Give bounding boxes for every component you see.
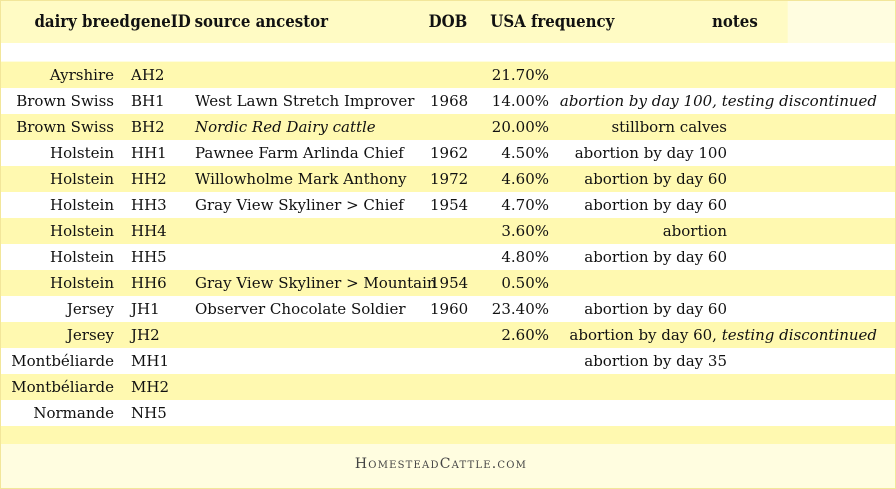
cell-breed: Normande	[33, 404, 114, 422]
cell-notes	[584, 352, 727, 370]
cell-gene: HH3	[131, 196, 167, 214]
cell-gene: MH1	[131, 352, 169, 370]
header-gene: geneID	[130, 12, 191, 32]
spacer-row	[1, 426, 895, 444]
notes-text: abortion by day 60	[584, 248, 727, 266]
cell-breed: Brown Swiss	[16, 92, 114, 110]
cell-ancestor: Gray View Skyliner > Mountain	[195, 274, 437, 292]
brand-watermark: HomesteadCattle.com	[354, 456, 528, 472]
cell-breed: Brown Swiss	[16, 118, 114, 136]
cell-gene: HH4	[131, 222, 167, 240]
cell-breed: Holstein	[50, 274, 114, 292]
cell-dob: 1954	[430, 196, 469, 214]
notes-text: abortion by day 35	[584, 352, 727, 370]
table-row	[1, 218, 895, 244]
cell-breed: Jersey	[66, 326, 114, 344]
cell-notes	[569, 326, 877, 344]
cell-frequency: 0.50%	[501, 274, 549, 292]
cell-notes	[584, 170, 727, 188]
table-row	[1, 88, 895, 114]
cell-gene: JH2	[131, 326, 160, 344]
table-row	[1, 296, 895, 322]
table-row	[1, 374, 895, 400]
cell-breed: Holstein	[50, 248, 114, 266]
notes-italic-text: abortion by day 100, testing discontinued	[559, 92, 877, 110]
cell-breed: Montbéliarde	[11, 378, 114, 396]
cell-gene: BH1	[131, 92, 165, 110]
cell-frequency: 4.60%	[501, 170, 549, 188]
cell-dob: 1960	[430, 300, 469, 318]
cell-frequency: 14.00%	[491, 92, 549, 110]
cell-notes	[584, 300, 727, 318]
table-row	[1, 270, 895, 296]
cell-gene: HH1	[131, 144, 167, 162]
cell-gene: JH1	[131, 300, 160, 318]
header-ancestor: source ancestor	[194, 12, 328, 32]
cell-gene: MH2	[131, 378, 169, 396]
cell-breed: Holstein	[50, 196, 114, 214]
cell-gene: AH2	[131, 66, 165, 84]
cell-frequency: 23.40%	[491, 300, 549, 318]
cell-notes	[611, 118, 727, 136]
cell-gene: HH5	[131, 248, 167, 266]
cell-frequency: 2.60%	[501, 326, 549, 344]
table-row	[1, 166, 895, 192]
cell-breed: Ayrshire	[49, 66, 114, 84]
cell-frequency: 21.70%	[491, 66, 549, 84]
cell-ancestor: Pawnee Farm Arlinda Chief	[195, 144, 404, 162]
cell-ancestor: West Lawn Stretch Improver	[195, 92, 415, 110]
cell-ancestor: Nordic Red Dairy cattle	[195, 118, 376, 136]
notes-text: abortion by day 60	[584, 170, 727, 188]
notes-text: abortion by day 60	[584, 196, 727, 214]
cell-dob: 1954	[430, 274, 469, 292]
table-row	[1, 192, 895, 218]
table-row	[1, 400, 895, 426]
table-header	[1, 1, 788, 43]
cell-breed: Holstein	[50, 170, 114, 188]
table-row	[1, 322, 895, 348]
cell-notes	[584, 196, 727, 214]
cell-dob: 1968	[430, 92, 469, 110]
cell-ancestor: Gray View Skyliner > Chief	[195, 196, 404, 214]
cell-frequency: 20.00%	[491, 118, 549, 136]
cell-gene: HH6	[131, 274, 167, 292]
table-row	[1, 62, 895, 88]
cell-breed: Montbéliarde	[11, 352, 114, 370]
notes-italic-text: testing discontinued	[721, 326, 877, 344]
cell-dob: 1962	[430, 144, 469, 162]
cell-notes	[663, 222, 727, 240]
header-dob: DOB	[428, 12, 468, 32]
cell-gene: BH2	[131, 118, 165, 136]
notes-text: stillborn calves	[611, 118, 727, 136]
cell-breed: Jersey	[66, 300, 114, 318]
cell-notes	[584, 248, 727, 266]
table-row	[1, 114, 895, 140]
notes-text: abortion	[662, 222, 727, 240]
cell-dob: 1972	[430, 170, 469, 188]
table-row	[1, 348, 895, 374]
cell-gene: HH2	[131, 170, 167, 188]
cell-notes	[575, 144, 727, 162]
cell-gene: NH5	[131, 404, 167, 422]
footer	[1, 444, 895, 488]
cell-breed: Holstein	[50, 222, 114, 240]
notes-text: abortion by day 60	[584, 300, 727, 318]
cell-frequency: 4.50%	[501, 144, 549, 162]
header-notes: notes	[712, 12, 758, 32]
cell-frequency: 4.70%	[501, 196, 549, 214]
cell-ancestor: Willowholme Mark Anthony	[195, 170, 407, 188]
spacer-row	[1, 43, 895, 61]
header-frequency: USA frequency	[490, 12, 615, 32]
notes-text: abortion by day 60,	[569, 326, 722, 344]
notes-text: abortion by day 100	[574, 144, 727, 162]
cell-frequency: 4.80%	[501, 248, 549, 266]
table-row	[1, 244, 895, 270]
cell-ancestor: Observer Chocolate Soldier	[195, 300, 406, 318]
table-row	[1, 140, 895, 166]
header-breed: dairy breed	[34, 12, 130, 32]
cell-breed: Holstein	[50, 144, 114, 162]
cell-frequency: 3.60%	[501, 222, 549, 240]
cell-notes	[560, 92, 877, 110]
